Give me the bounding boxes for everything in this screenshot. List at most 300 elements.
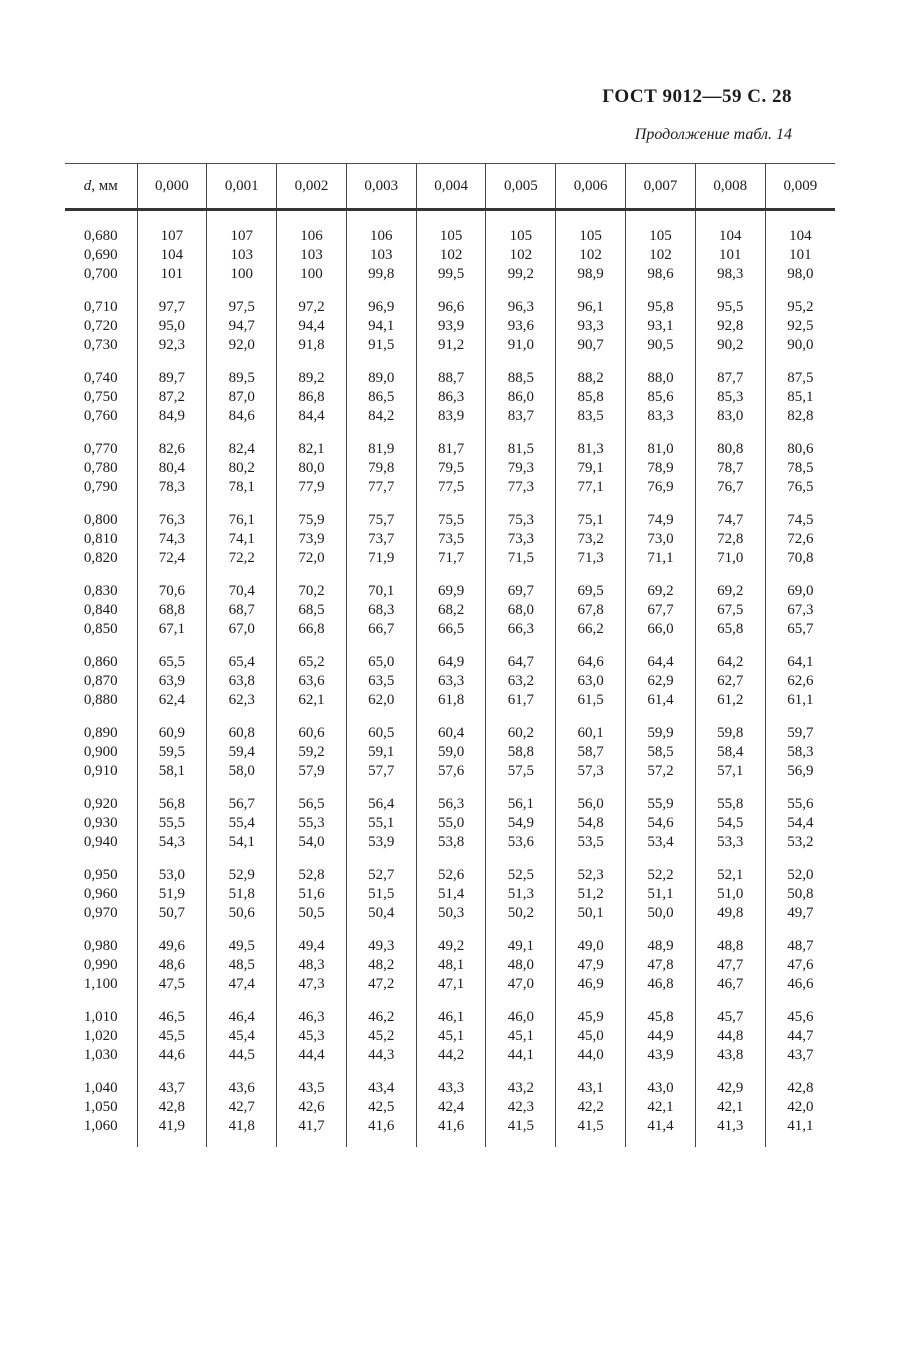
cell: 105	[626, 227, 696, 246]
gap-cell	[416, 852, 486, 866]
cell: 54,1	[207, 833, 277, 852]
group-spacer-row	[65, 568, 835, 582]
cell: 48,8	[695, 937, 765, 956]
gap-cell	[416, 1136, 486, 1147]
cell: 103	[277, 246, 347, 265]
group-spacer-row	[65, 497, 835, 511]
gap-cell	[556, 639, 626, 653]
group-spacer-row	[65, 994, 835, 1008]
cell: 87,7	[695, 369, 765, 388]
gap-cell	[556, 710, 626, 724]
gap-cell	[765, 1065, 835, 1079]
cell: 47,9	[556, 956, 626, 975]
gap-cell	[137, 781, 207, 795]
cell: 81,9	[346, 440, 416, 459]
cell: 52,9	[207, 866, 277, 885]
cell: 69,2	[695, 582, 765, 601]
cell: 96,3	[486, 298, 556, 317]
gap-cell	[556, 568, 626, 582]
cell: 50,3	[416, 904, 486, 923]
cell: 69,5	[556, 582, 626, 601]
gap-cell	[626, 639, 696, 653]
cell: 92,8	[695, 317, 765, 336]
gap-cell	[695, 1065, 765, 1079]
cell: 45,1	[416, 1027, 486, 1046]
cell: 65,5	[137, 653, 207, 672]
cell: 41,4	[626, 1117, 696, 1136]
gap-cell	[207, 284, 277, 298]
gap-cell	[207, 568, 277, 582]
cell: 88,5	[486, 369, 556, 388]
cell: 45,5	[137, 1027, 207, 1046]
cell: 58,5	[626, 743, 696, 762]
cell: 43,9	[626, 1046, 696, 1065]
cell: 62,3	[207, 691, 277, 710]
cell: 63,0	[556, 672, 626, 691]
gap-cell	[137, 568, 207, 582]
gap-cell	[346, 426, 416, 440]
cell: 72,6	[765, 530, 835, 549]
gap-cell	[695, 1136, 765, 1147]
cell: 47,0	[486, 975, 556, 994]
gap-cell	[695, 568, 765, 582]
gap-cell	[416, 639, 486, 653]
gap-cell	[416, 568, 486, 582]
table-row	[65, 814, 835, 833]
row-label: 0,900	[83, 744, 118, 760]
cell: 65,4	[207, 653, 277, 672]
group-spacer-row	[65, 852, 835, 866]
gap-cell	[137, 639, 207, 653]
gap-cell	[765, 710, 835, 724]
cell: 102	[556, 246, 626, 265]
column-header: 0,006	[556, 164, 626, 210]
cell: 63,3	[416, 672, 486, 691]
cell: 45,6	[765, 1008, 835, 1027]
cell: 59,8	[695, 724, 765, 743]
cell: 75,1	[556, 511, 626, 530]
cell: 72,2	[207, 549, 277, 568]
cell: 67,3	[765, 601, 835, 620]
cell: 51,9	[137, 885, 207, 904]
cell: 69,2	[626, 582, 696, 601]
cell: 107	[137, 227, 207, 246]
gap-cell	[486, 994, 556, 1008]
cell: 58,3	[765, 743, 835, 762]
cell: 89,5	[207, 369, 277, 388]
gap-cell	[695, 497, 765, 511]
cell: 69,9	[416, 582, 486, 601]
cell: 75,7	[346, 511, 416, 530]
cell: 83,5	[556, 407, 626, 426]
cell: 61,5	[556, 691, 626, 710]
cell: 43,7	[765, 1046, 835, 1065]
cell: 64,6	[556, 653, 626, 672]
page-title: ГОСТ 9012—59 С. 28	[602, 86, 792, 107]
gap-cell	[626, 923, 696, 937]
cell: 51,5	[346, 885, 416, 904]
gap-cell	[486, 1065, 556, 1079]
cell: 93,9	[416, 317, 486, 336]
cell: 72,0	[277, 549, 347, 568]
gap-cell	[695, 210, 765, 228]
gap-cell	[416, 994, 486, 1008]
table-row	[65, 549, 835, 568]
gap-cell	[695, 852, 765, 866]
cell: 55,5	[137, 814, 207, 833]
cell: 74,5	[765, 511, 835, 530]
cell: 83,3	[626, 407, 696, 426]
table-row	[65, 724, 835, 743]
cell: 43,6	[207, 1079, 277, 1098]
cell: 44,4	[277, 1046, 347, 1065]
cell: 50,1	[556, 904, 626, 923]
gap-cell	[695, 355, 765, 369]
trailing-gap-row	[65, 1136, 835, 1147]
cell: 66,5	[416, 620, 486, 639]
cell: 42,1	[695, 1098, 765, 1117]
gap-cell	[277, 210, 347, 228]
gap-cell	[207, 355, 277, 369]
cell: 96,9	[346, 298, 416, 317]
gap-cell	[346, 710, 416, 724]
gap-cell	[346, 994, 416, 1008]
cell: 69,7	[486, 582, 556, 601]
cell: 57,3	[556, 762, 626, 781]
cell: 90,5	[626, 336, 696, 355]
cell: 99,8	[346, 265, 416, 284]
cell: 62,1	[277, 691, 347, 710]
table-header-row	[65, 164, 835, 210]
group-spacer-row	[65, 1065, 835, 1079]
row-label: 0,770	[83, 441, 118, 457]
cell: 61,1	[765, 691, 835, 710]
row-label: 0,930	[83, 815, 118, 831]
cell: 42,1	[626, 1098, 696, 1117]
gap-cell	[765, 284, 835, 298]
cell: 70,6	[137, 582, 207, 601]
cell: 105	[556, 227, 626, 246]
cell: 62,6	[765, 672, 835, 691]
cell: 56,8	[137, 795, 207, 814]
cell: 47,4	[207, 975, 277, 994]
cell: 73,7	[346, 530, 416, 549]
cell: 87,0	[207, 388, 277, 407]
cell: 50,7	[137, 904, 207, 923]
gap-cell	[207, 781, 277, 795]
cell: 47,6	[765, 956, 835, 975]
cell: 97,5	[207, 298, 277, 317]
gap-cell	[556, 781, 626, 795]
cell: 66,2	[556, 620, 626, 639]
cell: 85,8	[556, 388, 626, 407]
cell: 58,8	[486, 743, 556, 762]
gap-cell	[765, 639, 835, 653]
cell: 78,3	[137, 478, 207, 497]
cell: 53,4	[626, 833, 696, 852]
cell: 65,0	[346, 653, 416, 672]
cell: 69,0	[765, 582, 835, 601]
cell: 79,1	[556, 459, 626, 478]
hardness-conversion-table	[65, 163, 835, 1147]
leading-gap-row	[65, 210, 835, 228]
cell: 59,9	[626, 724, 696, 743]
cell: 73,9	[277, 530, 347, 549]
gap-cell	[765, 994, 835, 1008]
cell: 43,0	[626, 1079, 696, 1098]
document-page	[0, 86, 900, 1147]
row-label: 1,050	[83, 1099, 118, 1115]
gap-cell	[346, 923, 416, 937]
cell: 84,6	[207, 407, 277, 426]
cell: 79,8	[346, 459, 416, 478]
cell: 64,9	[416, 653, 486, 672]
cell: 44,5	[207, 1046, 277, 1065]
cell: 45,7	[695, 1008, 765, 1027]
cell: 65,7	[765, 620, 835, 639]
cell: 47,3	[277, 975, 347, 994]
row-label: 0,850	[83, 621, 118, 637]
gap-cell	[65, 355, 137, 369]
cell: 73,2	[556, 530, 626, 549]
gap-cell	[137, 1065, 207, 1079]
cell: 55,4	[207, 814, 277, 833]
cell: 93,3	[556, 317, 626, 336]
row-label: 0,940	[83, 834, 118, 850]
table-row	[65, 795, 835, 814]
gap-cell	[65, 1065, 137, 1079]
cell: 52,0	[765, 866, 835, 885]
doc-header	[0, 86, 792, 145]
cell: 41,9	[137, 1117, 207, 1136]
row-label: 0,740	[83, 370, 118, 386]
gap-cell	[207, 710, 277, 724]
cell: 71,0	[695, 549, 765, 568]
cell: 102	[416, 246, 486, 265]
group-spacer-row	[65, 639, 835, 653]
gap-cell	[626, 1136, 696, 1147]
cell: 46,1	[416, 1008, 486, 1027]
cell: 67,0	[207, 620, 277, 639]
cell: 81,7	[416, 440, 486, 459]
cell: 75,3	[486, 511, 556, 530]
row-label: 0,990	[83, 957, 118, 973]
cell: 53,8	[416, 833, 486, 852]
cell: 104	[695, 227, 765, 246]
cell: 41,1	[765, 1117, 835, 1136]
cell: 51,0	[695, 885, 765, 904]
column-header: 0,004	[416, 164, 486, 210]
cell: 63,2	[486, 672, 556, 691]
row-label: 0,830	[83, 583, 118, 599]
cell: 67,5	[695, 601, 765, 620]
gap-cell	[277, 710, 347, 724]
gap-cell	[486, 639, 556, 653]
gap-cell	[626, 1065, 696, 1079]
cell: 56,4	[346, 795, 416, 814]
cell: 50,5	[277, 904, 347, 923]
cell: 75,9	[277, 511, 347, 530]
table-row	[65, 672, 835, 691]
cell: 93,6	[486, 317, 556, 336]
cell: 89,7	[137, 369, 207, 388]
cell: 78,5	[765, 459, 835, 478]
cell: 54,9	[486, 814, 556, 833]
gap-cell	[765, 1136, 835, 1147]
gap-cell	[207, 923, 277, 937]
cell: 94,7	[207, 317, 277, 336]
cell: 42,6	[277, 1098, 347, 1117]
gap-cell	[137, 497, 207, 511]
group-spacer-row	[65, 781, 835, 795]
cell: 55,0	[416, 814, 486, 833]
gap-cell	[626, 497, 696, 511]
cell: 76,7	[695, 478, 765, 497]
row-label: 0,970	[83, 905, 118, 921]
gap-cell	[207, 994, 277, 1008]
cell: 86,0	[486, 388, 556, 407]
cell: 47,7	[695, 956, 765, 975]
gap-cell	[137, 852, 207, 866]
cell: 82,4	[207, 440, 277, 459]
column-header: 0,005	[486, 164, 556, 210]
row-label: 1,040	[83, 1080, 118, 1096]
cell: 57,5	[486, 762, 556, 781]
cell: 62,9	[626, 672, 696, 691]
gap-cell	[277, 852, 347, 866]
gap-cell	[137, 355, 207, 369]
cell: 63,6	[277, 672, 347, 691]
cell: 83,7	[486, 407, 556, 426]
table-row	[65, 459, 835, 478]
cell: 64,7	[486, 653, 556, 672]
cell: 60,1	[556, 724, 626, 743]
gap-cell	[695, 426, 765, 440]
cell: 92,5	[765, 317, 835, 336]
gap-cell	[65, 497, 137, 511]
row-label: 0,730	[83, 337, 118, 353]
cell: 90,2	[695, 336, 765, 355]
row-label: 0,780	[83, 460, 118, 476]
column-header: 0,002	[277, 164, 347, 210]
gap-cell	[346, 355, 416, 369]
cell: 54,5	[695, 814, 765, 833]
cell: 104	[137, 246, 207, 265]
gap-cell	[277, 1136, 347, 1147]
gap-cell	[626, 852, 696, 866]
cell: 58,7	[556, 743, 626, 762]
cell: 70,4	[207, 582, 277, 601]
cell: 65,2	[277, 653, 347, 672]
cell: 43,4	[346, 1079, 416, 1098]
cell: 102	[486, 246, 556, 265]
gap-cell	[486, 210, 556, 228]
gap-cell	[346, 497, 416, 511]
cell: 50,6	[207, 904, 277, 923]
cell: 41,5	[486, 1117, 556, 1136]
gap-cell	[207, 852, 277, 866]
cell: 98,6	[626, 265, 696, 284]
cell: 95,5	[695, 298, 765, 317]
row-label: 0,760	[83, 408, 118, 424]
cell: 80,2	[207, 459, 277, 478]
cell: 79,3	[486, 459, 556, 478]
gap-cell	[765, 210, 835, 228]
cell: 61,7	[486, 691, 556, 710]
row-label: 1,020	[83, 1028, 118, 1044]
gap-cell	[556, 210, 626, 228]
cell: 77,1	[556, 478, 626, 497]
cell: 80,6	[765, 440, 835, 459]
cell: 54,8	[556, 814, 626, 833]
gap-cell	[556, 426, 626, 440]
gap-cell	[626, 426, 696, 440]
gap-cell	[65, 781, 137, 795]
cell: 100	[207, 265, 277, 284]
cell: 41,7	[277, 1117, 347, 1136]
cell: 93,1	[626, 317, 696, 336]
cell: 54,3	[137, 833, 207, 852]
cell: 42,3	[486, 1098, 556, 1117]
row-label: 1,010	[83, 1009, 118, 1025]
gap-cell	[626, 994, 696, 1008]
gap-cell	[416, 497, 486, 511]
cell: 52,7	[346, 866, 416, 885]
gap-cell	[486, 355, 556, 369]
cell: 43,1	[556, 1079, 626, 1098]
cell: 100	[277, 265, 347, 284]
cell: 47,8	[626, 956, 696, 975]
cell: 57,9	[277, 762, 347, 781]
cell: 57,2	[626, 762, 696, 781]
table-row	[65, 833, 835, 852]
cell: 86,5	[346, 388, 416, 407]
cell: 65,8	[695, 620, 765, 639]
cell: 64,1	[765, 653, 835, 672]
cell: 83,0	[695, 407, 765, 426]
gap-cell	[277, 284, 347, 298]
row-label: 0,920	[83, 796, 118, 812]
cell: 52,8	[277, 866, 347, 885]
cell: 52,6	[416, 866, 486, 885]
cell: 83,9	[416, 407, 486, 426]
cell: 50,0	[626, 904, 696, 923]
cell: 57,1	[695, 762, 765, 781]
column-header: 0,003	[346, 164, 416, 210]
cell: 74,7	[695, 511, 765, 530]
gap-cell	[626, 781, 696, 795]
row-label: 0,800	[83, 512, 118, 528]
cell: 105	[416, 227, 486, 246]
cell: 103	[207, 246, 277, 265]
column-header: 0,001	[207, 164, 277, 210]
row-label: 1,100	[83, 976, 118, 992]
cell: 59,4	[207, 743, 277, 762]
cell: 46,7	[695, 975, 765, 994]
gap-cell	[346, 210, 416, 228]
table-row	[65, 1098, 835, 1117]
gap-cell	[137, 994, 207, 1008]
cell: 62,7	[695, 672, 765, 691]
cell: 46,4	[207, 1008, 277, 1027]
gap-cell	[65, 1136, 137, 1147]
gap-cell	[65, 210, 137, 228]
row-label: 1,030	[83, 1047, 118, 1063]
table-row	[65, 601, 835, 620]
cell: 97,7	[137, 298, 207, 317]
gap-cell	[277, 426, 347, 440]
group-spacer-row	[65, 923, 835, 937]
